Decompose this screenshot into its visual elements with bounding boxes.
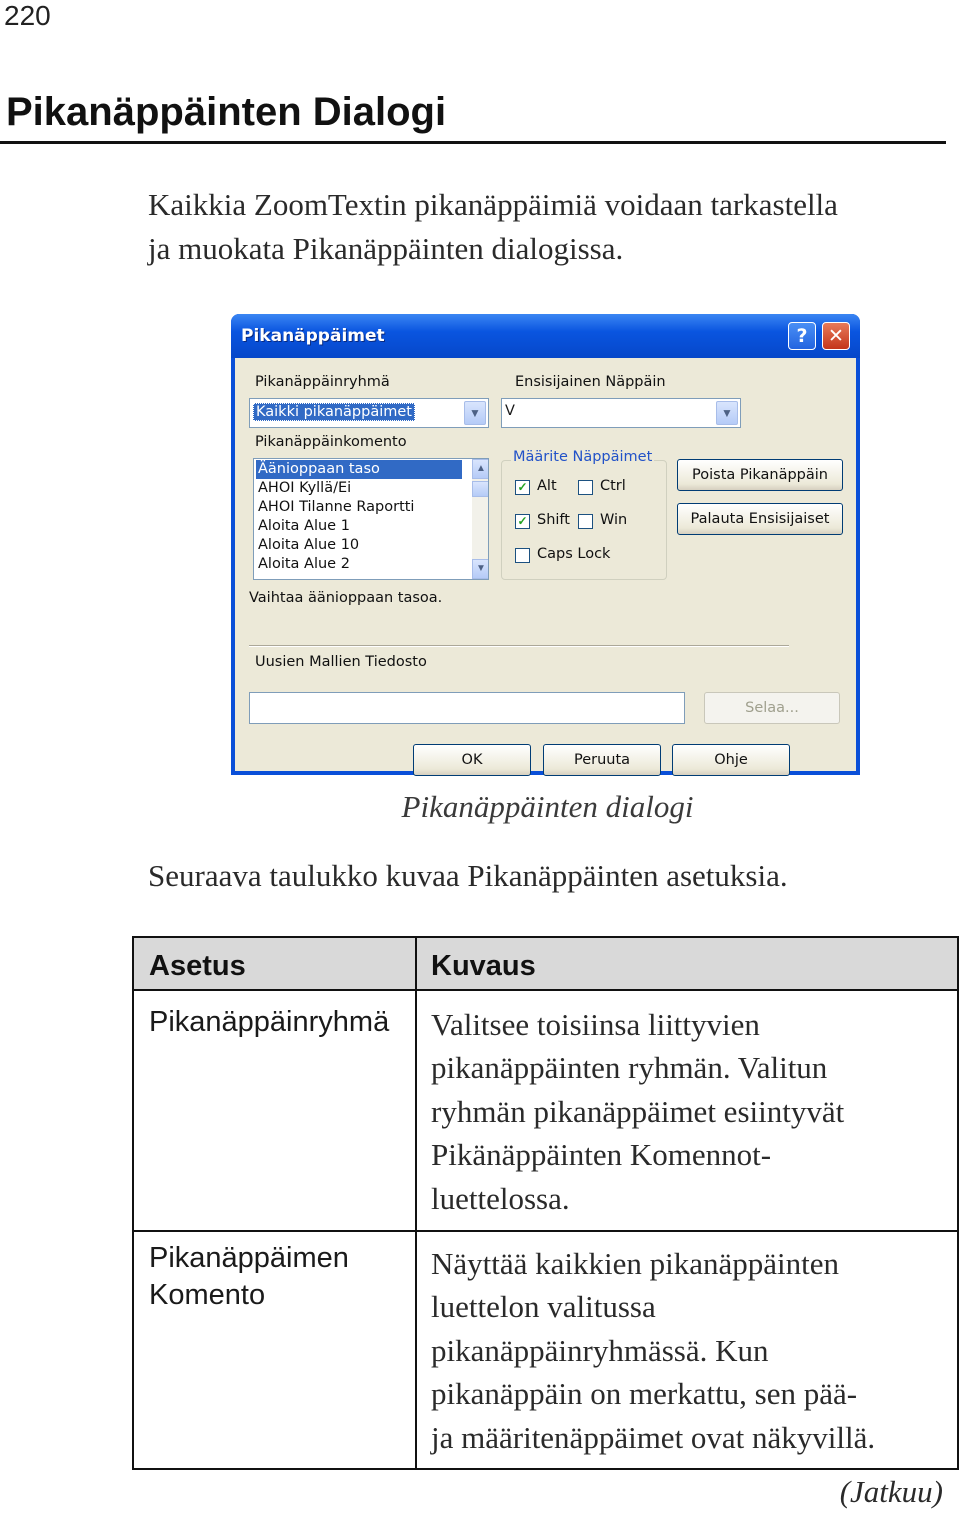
command-label: Pikanäppäinkomento (255, 434, 407, 450)
group-dropdown-value: Kaikki pikanäppäimet (253, 403, 415, 421)
column-header-setting: Asetus (149, 950, 246, 982)
alt-checkbox[interactable]: ✓ (515, 480, 530, 495)
shortcuts-dialog (231, 314, 860, 775)
chevron-down-icon[interactable]: ▼ (472, 559, 489, 579)
setting-text: Komento (149, 1279, 266, 1311)
template-file-input[interactable] (249, 692, 685, 724)
list-item[interactable]: Aloita Alue 2 (258, 556, 350, 572)
win-checkbox[interactable] (578, 514, 593, 529)
primary-key-value: V (505, 403, 515, 419)
dialog-titlebar (231, 314, 860, 358)
table-row-2-setting (149, 1240, 349, 1314)
caps-lock-label: Caps Lock (537, 546, 611, 562)
chevron-up-icon[interactable]: ▲ (472, 459, 489, 479)
divider (249, 645, 789, 647)
table-row-1-description (431, 1003, 844, 1220)
modifier-keys-legend: Määrite Näppäimet (513, 449, 653, 465)
intro-line-1: Kaikkia ZoomTextin pikanäppäimiä voidaan tarkastella (148, 187, 838, 222)
setting-text: Pikanäppäinryhmä (149, 1006, 390, 1038)
command-description: Vaihtaa äänioppaan tasoa. (249, 590, 443, 606)
titlebar-close-button[interactable]: ✕ (822, 322, 850, 350)
list-item[interactable]: Aloita Alue 10 (258, 537, 360, 553)
column-divider (415, 938, 417, 1468)
description-line: luettelon valitussa (431, 1289, 656, 1325)
shift-label: Shift (537, 512, 570, 528)
chevron-down-icon[interactable]: ▼ (716, 401, 738, 425)
table-row-2-description (431, 1242, 875, 1459)
command-list[interactable] (253, 458, 489, 580)
list-item[interactable]: Äänioppaan taso (256, 460, 462, 479)
help-button[interactable]: Ohje (672, 744, 790, 776)
list-item[interactable]: AHOI Kyllä/Ei (258, 480, 352, 496)
table-intro: Seuraava taulukko kuvaa Pikanäppäinten asetuksia. (148, 858, 788, 893)
ctrl-checkbox[interactable] (578, 480, 593, 495)
reset-defaults-button[interactable]: Palauta Ensisijaiset (677, 503, 843, 535)
list-item[interactable]: AHOI Tilanne Raportti (258, 499, 415, 515)
description-line: pikanäppäin on merkattu, sen pää- (431, 1376, 858, 1412)
description-line: Näyttää kaikkien pikanäppäinten (431, 1246, 840, 1281)
alt-label: Alt (537, 478, 557, 494)
figure-caption: Pikanäppäinten dialogi (401, 789, 694, 824)
description-line: ryhmän pikanäppäimet esiintyvät (431, 1093, 845, 1129)
template-file-label: Uusien Mallien Tiedosto (255, 654, 427, 670)
primary-key-label: Ensisijainen Näppäin (515, 374, 666, 390)
heading-rule (0, 141, 946, 144)
dialog-title: Pikanäppäimet (241, 326, 385, 346)
settings-table (132, 936, 959, 1470)
group-label: Pikanäppäinryhmä (255, 374, 390, 390)
page-number: 220 (4, 0, 51, 31)
scrollbar-thumb[interactable] (472, 481, 489, 497)
chevron-down-icon[interactable]: ▼ (464, 401, 486, 425)
table-header (134, 938, 957, 991)
remove-shortcut-button[interactable]: Poista Pikanäppäin (677, 459, 843, 491)
ok-button[interactable]: OK (413, 744, 531, 776)
table-row-1-setting (149, 1004, 389, 1041)
description-line: ja määritenäppäimet ovat näkyvillä. (431, 1419, 876, 1455)
primary-key-dropdown[interactable] (501, 398, 741, 428)
ctrl-label: Ctrl (600, 478, 626, 494)
group-dropdown[interactable] (249, 398, 489, 428)
caps-lock-checkbox[interactable] (515, 548, 530, 563)
description-line: Valitsee toisiinsa liittyvien (431, 1007, 760, 1042)
description-line: Pikänäppäinten Komennot- (431, 1137, 772, 1173)
intro-paragraph (148, 183, 948, 271)
column-header-description: Kuvaus (431, 950, 536, 982)
shift-checkbox[interactable]: ✓ (515, 514, 530, 529)
setting-text: Pikanäppäimen (149, 1242, 349, 1274)
browse-button[interactable]: Selaa... (704, 692, 840, 724)
section-heading: Pikanäppäinten Dialogi (6, 90, 447, 134)
dialog-client-area (235, 358, 856, 771)
intro-line-2: ja muokata Pikanäppäinten dialogissa. (148, 231, 624, 266)
titlebar-help-button[interactable]: ? (788, 322, 816, 350)
cancel-button[interactable]: Peruuta (543, 744, 661, 776)
description-line: pikanäppäinten ryhmän. Valitun (431, 1050, 828, 1086)
list-item[interactable]: Aloita Alue 1 (258, 518, 350, 534)
list-scrollbar[interactable] (472, 459, 489, 579)
continued-note: (Jatkuu) (839, 1474, 943, 1509)
row-divider (134, 1230, 957, 1232)
description-line: pikanäppäinryhmässä. Kun (431, 1332, 769, 1368)
description-line: luettelossa. (431, 1180, 570, 1216)
win-label: Win (600, 512, 628, 528)
